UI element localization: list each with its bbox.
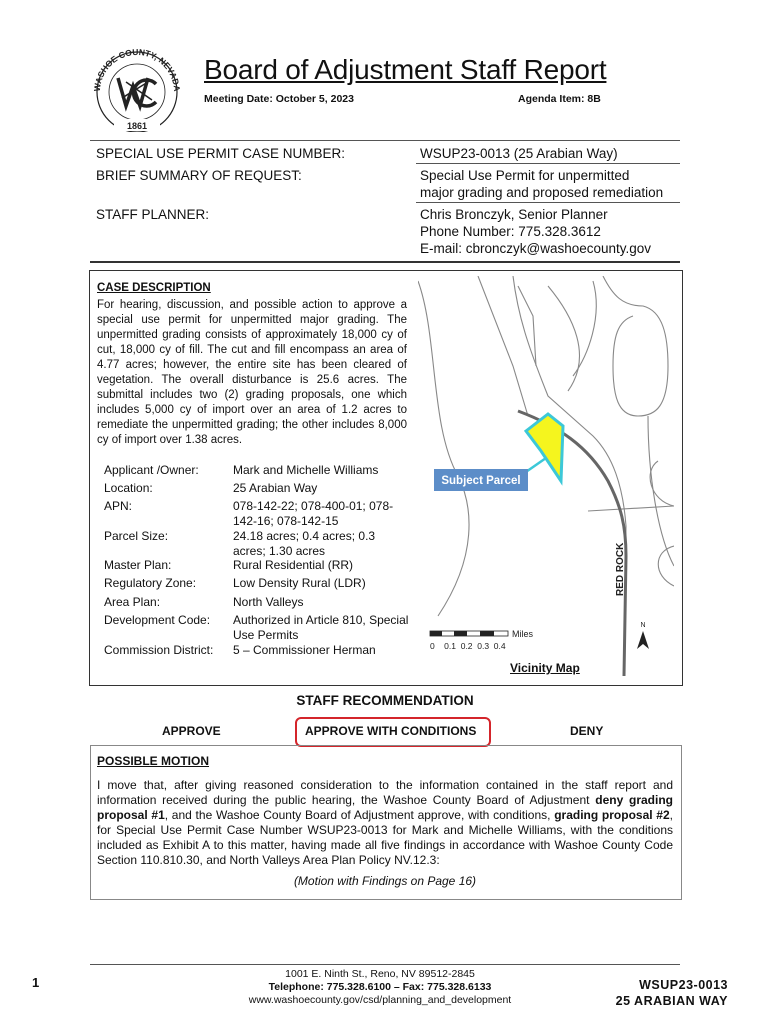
detail-value: 25 Arabian Way [233, 481, 318, 495]
meeting-date: Meeting Date: October 5, 2023 [204, 93, 354, 105]
footer-case-id: WSUP23-0013 25 ARABIAN WAY [615, 978, 728, 1008]
vicinity-map [418, 276, 674, 676]
divider [416, 202, 680, 203]
case-number-label: SPECIAL USE PERMIT CASE NUMBER: [96, 146, 346, 161]
washoe-county-seal [86, 44, 188, 132]
report-title: Board of Adjustment Staff Report [204, 54, 607, 85]
recommendation-approve-with-conditions: APPROVE WITH CONDITIONS [305, 724, 477, 738]
scale-unit: Miles [512, 629, 534, 639]
red-rock-road [518, 411, 626, 676]
page-number: 1 [32, 975, 40, 990]
detail-value: Mark and Michelle Williams [233, 463, 379, 477]
svg-text:WASHOE COUNTY, NEVADA: WASHOE COUNTY, NEVADA [91, 46, 183, 92]
case-description-heading: CASE DESCRIPTION [97, 282, 211, 294]
detail-value: 5 – Commissioner Herman [233, 643, 376, 657]
case-description-text: For hearing, discussion, and possible action to approve a special use permit for unpermitted major grading. The unpermitted grading consists of approximately 18,000 cy of cut, 18,000 cy of fill. The cut and fill encompass an area of 4.77 acres; however, the entire site has been cleared of vegetation. The overall disturbance is 25.6 acres. The submittal includes two (2) grading proposals, one which includes 5,000 cy of import over an area of 1.2 acres to remediate the unpermitted grading; the other includes 8,000 cy of import over 1.38 acres. [97, 299, 407, 446]
agenda-item: Agenda Item: 8B [518, 93, 601, 105]
footer-divider [90, 964, 680, 965]
recommendation-approve: APPROVE [162, 724, 221, 738]
road-label: RED ROCK [615, 542, 626, 596]
possible-motion-heading: POSSIBLE MOTION [97, 754, 210, 768]
detail-value: North Valleys [233, 595, 304, 609]
detail-label: Master Plan: [104, 558, 172, 572]
possible-motion-text: I move that, after giving reasoned consideration to the information contained in the staff report and information received during the public hearing, the Washoe County Board of Adjustment deny grading proposal #1, and the Washoe County Board of Adjustment approve, with conditions, grading proposal #2, for Special Use Permit Case Number WSUP23-0013 for Mark and Michelle Williams, with the conditions included as Exhibit A to this matter, having made all five findings in accordance with Washoe County Code Section 110.810.30, and North Valleys Area Plan Policy NV.12.3: [97, 778, 674, 867]
brief-summary-value: Special Use Permit for unpermitted major grading and proposed remediation [420, 168, 664, 200]
scale-ticks: 0 0.1 0.2 0.3 0.4 [430, 641, 506, 651]
divider [90, 261, 680, 263]
detail-value: 078-142-22; 078-400-01; 078-142-16; 078-142-15 [233, 499, 394, 528]
case-number-value: WSUP23-0013 (25 Arabian Way) [420, 146, 618, 161]
staff-planner-value: Chris Bronczyk, Senior Planner Phone Number: 775.328.3612 E-mail: cbronczyk@washoecounty.gov [420, 207, 652, 256]
detail-label: Area Plan: [104, 595, 161, 609]
detail-value: Rural Residential (RR) [233, 558, 354, 572]
scale-bar [430, 631, 508, 636]
detail-label: Location: [104, 481, 153, 495]
footer-address: 1001 E. Ninth St., Reno, NV 89512-2845 Telephone: 775.328.6100 – Fax: 775.328.6133 www.washoecounty.gov/csd/planning_and_development [248, 968, 512, 1006]
detail-label: APN: [104, 499, 133, 513]
brief-summary-label: BRIEF SUMMARY OF REQUEST: [96, 168, 302, 183]
detail-label: Parcel Size: [104, 529, 169, 543]
detail-value: 24.18 acres; 0.4 acres; 0.3 acres; 1.30 acres [233, 529, 376, 558]
motion-note: (Motion with Findings on Page 16) [293, 874, 477, 888]
divider [90, 140, 680, 141]
detail-label: Applicant /Owner: [104, 463, 199, 477]
staff-planner-label: STAFF PLANNER: [96, 207, 210, 222]
subject-parcel-label: Subject Parcel [441, 475, 521, 487]
subject-parcel [526, 414, 563, 481]
divider [416, 163, 680, 164]
staff-recommendation-heading: STAFF RECOMMENDATION [296, 693, 474, 708]
detail-label: Commission District: [104, 643, 214, 657]
detail-value: Low Density Rural (LDR) [233, 576, 366, 590]
recommendation-deny: DENY [570, 724, 604, 738]
north-label: N [640, 622, 646, 629]
detail-label: Development Code: [104, 613, 211, 627]
detail-value: Authorized in Article 810, Special Use Permits [233, 613, 409, 642]
north-arrow-icon [637, 631, 649, 649]
vicinity-map-caption: Vicinity Map [510, 661, 580, 675]
svg-text:1861: 1861 [126, 121, 148, 131]
detail-label: Regulatory Zone: [104, 576, 197, 590]
